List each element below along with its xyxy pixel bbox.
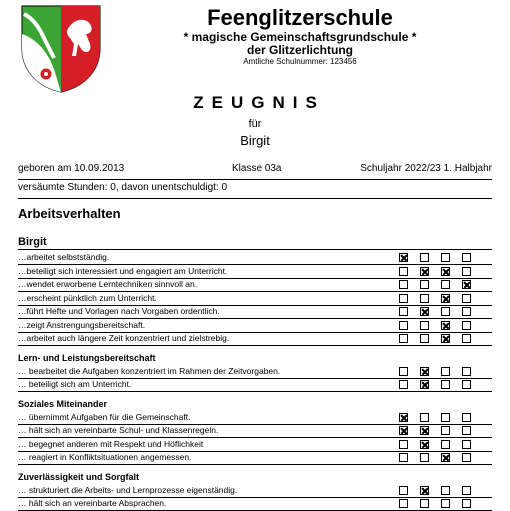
checkbox-empty[interactable] xyxy=(462,486,471,495)
checkbox-empty[interactable] xyxy=(462,307,471,316)
rating-row xyxy=(18,378,492,392)
school-subtitle-line1: * magische Gemeinschaftsgrundschule * xyxy=(183,30,417,44)
checkbox-empty[interactable] xyxy=(462,294,471,303)
school-year: Schuljahr 2022/23 1. Halbjahr xyxy=(360,163,492,174)
rating-row xyxy=(18,451,492,465)
rating-row xyxy=(18,251,492,265)
school-subtitle-line2: der Glitzerlichtung xyxy=(246,43,353,57)
checkbox-empty[interactable] xyxy=(420,499,429,508)
checkbox-empty[interactable] xyxy=(462,334,471,343)
checkbox-empty[interactable] xyxy=(420,253,429,262)
checkbox-empty[interactable] xyxy=(399,321,408,330)
checkbox-checked[interactable] xyxy=(441,321,450,330)
checkbox-empty[interactable] xyxy=(441,499,450,508)
checkbox-empty[interactable] xyxy=(420,294,429,303)
checkbox-empty[interactable] xyxy=(399,380,408,389)
checkbox-empty[interactable] xyxy=(462,426,471,435)
info-row xyxy=(18,163,492,180)
checkbox-empty[interactable] xyxy=(462,367,471,376)
rating-row xyxy=(18,278,492,292)
rating-row xyxy=(18,305,492,319)
checkbox-empty[interactable] xyxy=(441,280,450,289)
checkbox-empty[interactable] xyxy=(462,267,471,276)
checkbox-checked[interactable] xyxy=(420,307,429,316)
school-subtitle xyxy=(110,31,490,57)
rating-row-label: …arbeitet auch längere Zeit konzentriert und zielstrebig. xyxy=(18,333,230,343)
checkbox-empty[interactable] xyxy=(441,367,450,376)
category-heading: Lern- und Leistungsbereitschaft xyxy=(18,352,156,363)
checkbox-empty[interactable] xyxy=(399,486,408,495)
rating-row xyxy=(18,319,492,333)
category-heading: Soziales Miteinander xyxy=(18,398,108,409)
checkbox-empty[interactable] xyxy=(420,453,429,462)
checkbox-checked[interactable] xyxy=(420,267,429,276)
absences: versäumte Stunden: 0, davon unentschuldigt: 0 xyxy=(18,182,492,199)
checkbox-empty[interactable] xyxy=(399,307,408,316)
rating-row-label: … beteiligt sich am Unterricht. xyxy=(18,379,132,389)
rating-row-label: … begegnet anderen mit Respekt und Höflichkeit xyxy=(18,438,204,449)
rating-row-label: … reagiert in Konfliktsituationen angemessen. xyxy=(18,452,192,462)
rating-row xyxy=(18,265,492,279)
student-heading: Birgit xyxy=(18,236,492,250)
rating-row-label: …führt Hefte und Vorlagen nach Vorgaben ordentlich. xyxy=(18,306,220,316)
rating-row-label: … hält sich an vereinbarte Schul- und Klassenregeln. xyxy=(18,425,219,435)
checkbox-checked[interactable] xyxy=(420,426,429,435)
checkbox-empty[interactable] xyxy=(399,453,408,462)
checkbox-checked[interactable] xyxy=(420,440,429,449)
school-name: Feenglitzerschule xyxy=(207,5,393,30)
checkbox-empty[interactable] xyxy=(462,253,471,262)
rating-row xyxy=(18,497,492,511)
checkbox-empty[interactable] xyxy=(399,499,408,508)
checkbox-checked[interactable] xyxy=(441,334,450,343)
checkbox-empty[interactable] xyxy=(441,413,450,422)
birth-date: geboren am 10.09.2013 xyxy=(18,163,125,174)
rating-row xyxy=(18,411,492,425)
checkbox-empty[interactable] xyxy=(441,307,450,316)
rating-row-label: … bearbeitet die Aufgaben konzentriert im Rahmen der Zeitvorgaben. xyxy=(18,365,281,376)
checkbox-empty[interactable] xyxy=(399,367,408,376)
rating-row xyxy=(18,424,492,438)
checkbox-empty[interactable] xyxy=(399,334,408,343)
checkbox-empty[interactable] xyxy=(420,280,429,289)
crest-logo xyxy=(20,4,102,94)
checkbox-empty[interactable] xyxy=(441,426,450,435)
checkbox-checked[interactable] xyxy=(399,413,408,422)
rating-row-label: … strukturiert die Arbeits- und Lernprozesse eigenständig. xyxy=(18,484,238,495)
rating-row xyxy=(18,292,492,306)
checkbox-empty[interactable] xyxy=(420,413,429,422)
checkbox-checked[interactable] xyxy=(420,380,429,389)
checkbox-empty[interactable] xyxy=(462,380,471,389)
rating-row-label: …zeigt Anstrengungsbereitschaft. xyxy=(18,319,146,330)
rating-row xyxy=(18,484,492,498)
checkbox-empty[interactable] xyxy=(399,294,408,303)
checkbox-empty[interactable] xyxy=(462,440,471,449)
checkbox-empty[interactable] xyxy=(399,280,408,289)
checkbox-checked[interactable] xyxy=(399,253,408,262)
rating-row-label: …wendet erworbene Lerntechniken sinnvoll an. xyxy=(18,279,198,289)
checkbox-empty[interactable] xyxy=(420,334,429,343)
class-label: Klasse 03a xyxy=(232,163,282,174)
checkbox-checked[interactable] xyxy=(441,453,450,462)
checkbox-empty[interactable] xyxy=(420,321,429,330)
checkbox-checked[interactable] xyxy=(441,294,450,303)
checkbox-checked[interactable] xyxy=(399,426,408,435)
category-heading: Zuverlässigkeit und Sorgfalt xyxy=(18,471,140,482)
checkbox-empty[interactable] xyxy=(462,499,471,508)
checkbox-empty[interactable] xyxy=(441,486,450,495)
rating-row-label: … hält sich an vereinbarte Absprachen. xyxy=(18,498,167,508)
checkbox-empty[interactable] xyxy=(441,380,450,389)
checkbox-empty[interactable] xyxy=(441,253,450,262)
rating-row-label: … übernimmt Aufgaben für die Gemeinschaft. xyxy=(18,411,191,422)
rating-row xyxy=(18,365,492,379)
rating-row xyxy=(18,332,492,346)
checkbox-checked[interactable] xyxy=(420,486,429,495)
checkbox-empty[interactable] xyxy=(399,267,408,276)
checkbox-checked[interactable] xyxy=(420,367,429,376)
report-title: ZEUGNIS xyxy=(193,93,325,112)
for-label: für xyxy=(248,118,262,130)
checkbox-checked[interactable] xyxy=(462,280,471,289)
checkbox-empty[interactable] xyxy=(399,440,408,449)
school-number: Amtliche Schulnummer: 123456 xyxy=(243,57,357,66)
section-title: Arbeitsverhalten xyxy=(18,206,121,221)
checkbox-empty[interactable] xyxy=(462,453,471,462)
student-name: Birgit xyxy=(240,133,270,148)
rating-row xyxy=(18,438,492,452)
checkbox-empty[interactable] xyxy=(441,440,450,449)
rating-row-label: …erscheint pünktlich zum Unterricht. xyxy=(18,292,157,303)
checkbox-empty[interactable] xyxy=(462,413,471,422)
checkbox-empty[interactable] xyxy=(462,321,471,330)
checkbox-checked[interactable] xyxy=(441,267,450,276)
rating-row-label: …beteiligt sich interessiert und engagiert am Unterricht. xyxy=(18,265,228,276)
rating-row-label: …arbeitet selbstständig. xyxy=(18,252,110,262)
